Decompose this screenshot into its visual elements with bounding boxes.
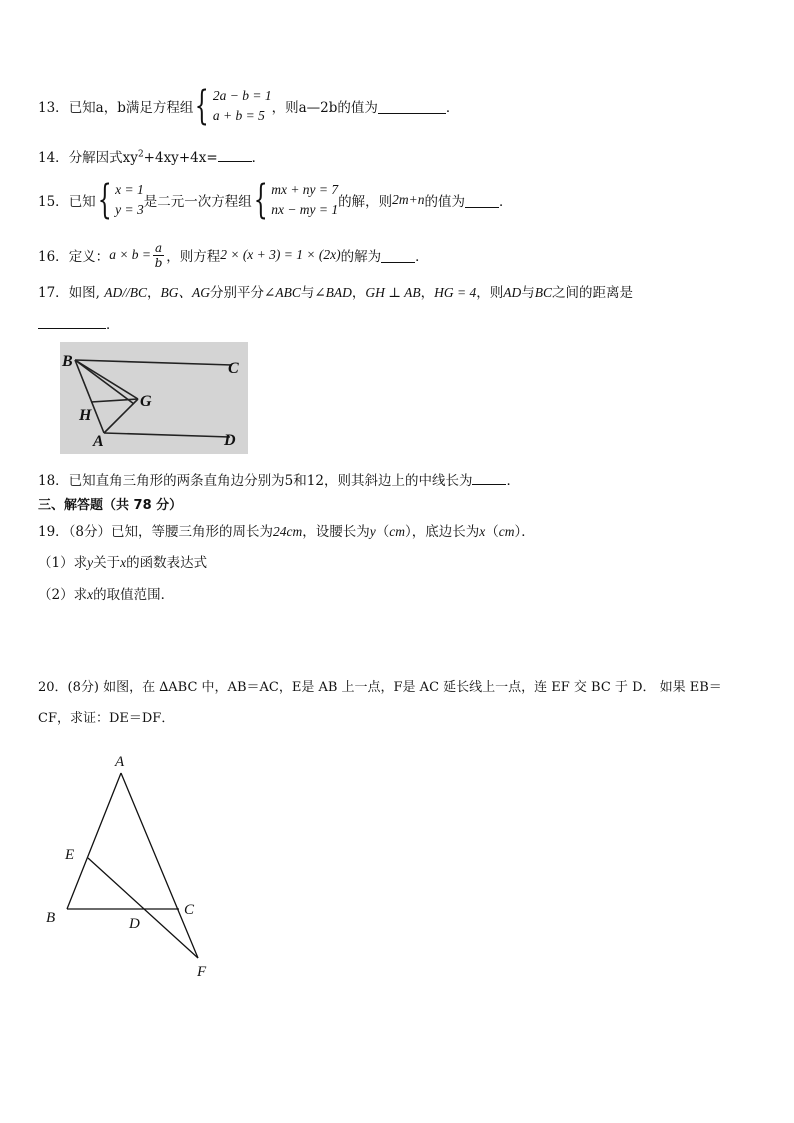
question-20-line1: 20．(8分) 如图，在 ∆ABC 中，AB＝AC，E是 AB 上一点，F是 AC 延长线上一点，连 EF 交 BC 于 D． 如果 EB＝ [38,680,722,695]
q14-end: ． [251,150,266,166]
q19-var: x [87,587,94,602]
q19-part1-text: 的函数表达式 [126,555,208,571]
q16-suffix: 的解为 [340,249,382,265]
q13-suffix: ，则a—2b的值为 [271,100,378,116]
question-17 [38,281,633,301]
question-16 [38,238,429,272]
q19-var: cm [389,524,406,539]
question-17-line2 [38,313,120,333]
label-a: A [115,754,125,770]
q19-var: x [120,555,127,570]
q13-number: 13． [38,100,69,116]
q16-middle: ，则方程 [166,249,221,265]
q16-definition: a × b = [109,247,152,262]
q19-text: （ [485,524,499,540]
q16-number: 16． [38,249,69,265]
label-c: C [184,902,195,918]
q16-end: ． [415,249,429,265]
q15-eq1: mx + ny = 7 [271,182,339,197]
q15-suffix2: 的值为 [424,194,466,210]
question-19-part1 [38,551,207,571]
answer-blank[interactable] [465,193,499,208]
question-19 [38,520,535,540]
q19-part2-text: （2）求 [38,587,88,603]
q13-prefix: 已知a，b满足方程组 [68,100,194,116]
q13-eq1: 2a − b = 1 [212,88,272,103]
q17-term: BC [534,285,552,300]
q17-sep: 之间的距离是 [551,285,633,301]
q15-equation-system [252,177,339,223]
q15-sol1: x = 1 [115,182,144,197]
label-e: E [65,847,75,863]
q19-text: ），底边长为 [405,524,480,540]
q19-part1-text: 关于 [93,555,121,571]
q13-equation-system [193,83,272,129]
q18-end: ． [506,473,520,489]
q15-end: ． [499,194,513,210]
q17-sep: 与 [300,285,315,301]
label-c: C [228,360,239,377]
q17-sep: ， [351,285,366,301]
q17-sep: 分别平分 [210,285,265,301]
q19-var: y [87,555,94,570]
q14-suffix: +4xy+4x= [143,150,218,166]
q15-eq2: nx − my = 1 [271,202,339,217]
line-ab [67,773,121,909]
q15-prefix: 已知 [68,194,96,210]
q17-term: ∠BAD [314,285,352,300]
q19-part2-text: 的取值范围． [93,587,175,603]
q13-end: ． [445,100,460,116]
q17-sep: ， [147,285,161,301]
label-b: B [62,353,73,370]
q19-text: ）． [514,524,535,540]
brace-icon: { [195,83,210,129]
brace-icon: { [253,177,268,223]
q13-eq2: a + b = 5 [212,108,265,123]
q17-sep: 与 [521,285,535,301]
q16-prefix: 定义： [68,249,110,265]
question-19-part2 [38,583,174,603]
q14-number: 14． [38,150,69,166]
label-h: H [79,407,92,424]
section-title: 三、解答题（共 78 分） [38,498,183,513]
label-f: F [197,964,207,980]
answer-blank[interactable] [381,248,415,263]
question-13 [38,84,459,128]
q19-text: ，设腰长为 [302,524,370,540]
label-a: A [93,433,104,450]
q15-sol2: y = 3 [115,202,144,217]
q16-fraction [153,241,164,270]
q17-number: 17． [38,285,69,301]
answer-blank[interactable] [378,99,446,114]
q17-term: BG、AG [160,285,211,300]
q15-number: 15． [38,194,69,210]
answer-blank[interactable] [218,147,252,162]
q15-suffix: 的解，则 [338,194,393,210]
q20-figure [40,748,230,988]
q15-expression: 2m+n [392,192,425,207]
q19-var: x [479,524,486,539]
label-g: G [140,393,152,410]
brace-icon: { [97,177,112,223]
q18-text: 18．已知直角三角形的两条直角边分别为5和12，则其斜边上的中线长为 [38,473,473,489]
q17-prefix: 如图, [68,285,100,301]
q17-term: ∠ABC [264,285,301,300]
question-14 [38,146,265,166]
q17-term: HG = 4 [434,285,477,300]
q17-sep: ，则 [476,285,504,301]
q19-var: cm [498,524,515,539]
q14-exponent: 2 [137,149,144,160]
question-15 [38,178,513,222]
fraction-numerator: a [155,240,163,255]
q19-var: y [369,524,376,539]
fraction-denominator: b [154,255,163,270]
q19-var: 24cm [273,524,303,539]
q15-solution-system [96,177,144,223]
q19-part1-text: （1）求 [38,555,88,571]
answer-blank[interactable] [38,314,106,329]
label-b: B [46,910,56,926]
q17-term: GH ⊥ AB [365,285,421,300]
label-d: D [224,432,236,449]
question-18 [38,469,520,489]
q14-prefix: 分解因式xy [68,150,138,166]
label-d: D [129,916,140,932]
answer-blank[interactable] [472,470,506,485]
q15-middle: 是二元一次方程组 [143,194,252,210]
q17-end: ． [106,317,120,333]
q17-term: AD//BC [104,285,148,300]
question-20-line2: CF，求证：DE＝DF． [38,711,175,726]
q16-equation: 2 × (x + 3) = 1 × (2x) [220,247,341,262]
q19-text: （ [375,524,390,540]
q17-sep: ， [420,285,435,301]
q17-term: AD [503,285,522,300]
q19-text: 19．（8分）已知，等腰三角形的周长为 [38,524,274,540]
q17-figure [60,342,248,454]
line-ef [88,858,198,958]
